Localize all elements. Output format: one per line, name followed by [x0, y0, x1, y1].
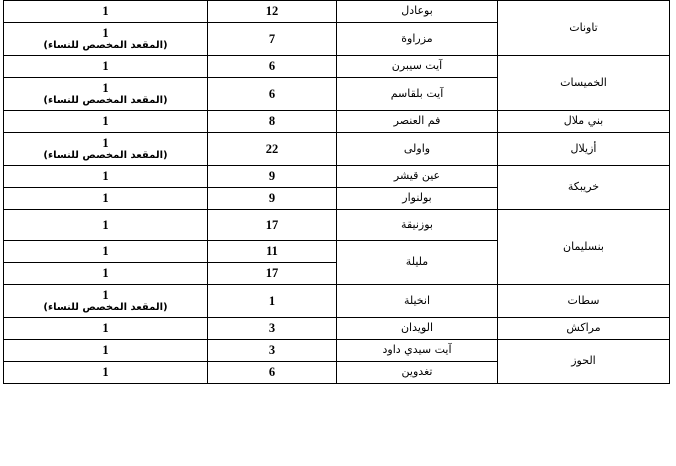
- province-cell: خريبكة: [498, 166, 670, 210]
- number-cell: 11: [208, 241, 337, 263]
- number-cell: 9: [208, 166, 337, 188]
- province-cell: الحوز: [498, 340, 670, 384]
- number-cell: 17: [208, 263, 337, 285]
- seats-cell: [4, 23, 208, 56]
- commune-cell: فم العنصر: [337, 111, 498, 133]
- commune-cell: الويدان: [337, 318, 498, 340]
- seats-cell: [4, 1, 208, 23]
- commune-cell: واولى: [337, 133, 498, 166]
- seats-cell: [4, 362, 208, 384]
- table-row: [4, 285, 670, 318]
- commune-cell: بوزنيقة: [337, 210, 498, 241]
- commune-cell: مزراوة: [337, 23, 498, 56]
- province-cell: بنسليمان: [498, 210, 670, 285]
- seats-cell: [4, 210, 208, 241]
- province-cell: تاونات: [498, 1, 670, 56]
- seats-count: 1: [102, 26, 109, 41]
- number-cell: 8: [208, 111, 337, 133]
- commune-cell: بوعادل: [337, 1, 498, 23]
- province-cell: سطات: [498, 285, 670, 318]
- commune-cell: آيت سيبرن: [337, 56, 498, 78]
- table-row: [4, 318, 670, 340]
- women-seat-note: (المقعد المخصص للنساء): [43, 40, 168, 52]
- seats-count: 1: [102, 114, 109, 129]
- number-cell: 6: [208, 78, 337, 111]
- commune-cell: آيت بلقاسم: [337, 78, 498, 111]
- table-row: [4, 210, 670, 241]
- seats-count: 1: [102, 136, 109, 151]
- commune-cell: آيت سيدي داود: [337, 340, 498, 362]
- table-row: [4, 1, 670, 23]
- province-cell: الخميسات: [498, 56, 670, 111]
- seats-count: 1: [102, 343, 109, 358]
- number-cell: 12: [208, 1, 337, 23]
- seats-count: 1: [102, 365, 109, 380]
- seats-count: 1: [102, 169, 109, 184]
- commune-cell: مليلة: [337, 241, 498, 285]
- number-cell: 17: [208, 210, 337, 241]
- table-row: [4, 133, 670, 166]
- seats-count: 1: [102, 191, 109, 206]
- number-cell: 6: [208, 56, 337, 78]
- seats-cell: [4, 56, 208, 78]
- seats-count: 1: [102, 59, 109, 74]
- commune-cell: انخيلة: [337, 285, 498, 318]
- seats-cell: [4, 263, 208, 285]
- number-cell: 6: [208, 362, 337, 384]
- seats-cell: [4, 166, 208, 188]
- commune-cell: تغدوين: [337, 362, 498, 384]
- seats-count: 1: [102, 288, 109, 303]
- women-seat-note: (المقعد المخصص للنساء): [43, 95, 168, 107]
- seats-cell: [4, 340, 208, 362]
- seats-count: 1: [102, 266, 109, 281]
- number-cell: 3: [208, 340, 337, 362]
- seats-count: 1: [102, 321, 109, 336]
- women-seat-note: (المقعد المخصص للنساء): [43, 302, 168, 314]
- commune-cell: بولنوار: [337, 188, 498, 210]
- seats-cell: [4, 318, 208, 340]
- seats-count: 1: [102, 244, 109, 259]
- table-row: [4, 166, 670, 188]
- number-cell: 9: [208, 188, 337, 210]
- commune-cell: عين قيشر: [337, 166, 498, 188]
- number-cell: 1: [208, 285, 337, 318]
- number-cell: 3: [208, 318, 337, 340]
- number-cell: 7: [208, 23, 337, 56]
- province-cell: أزيلال: [498, 133, 670, 166]
- number-cell: 22: [208, 133, 337, 166]
- province-cell: بني ملال: [498, 111, 670, 133]
- seats-cell: [4, 111, 208, 133]
- women-seat-note: (المقعد المخصص للنساء): [43, 150, 168, 162]
- seats-cell: [4, 285, 208, 318]
- seats-count: 1: [102, 81, 109, 96]
- seats-count: 1: [102, 4, 109, 19]
- seats-count: 1: [102, 217, 109, 232]
- elections-table: [3, 0, 670, 384]
- seats-cell: [4, 188, 208, 210]
- table-row: [4, 56, 670, 78]
- seats-cell: [4, 78, 208, 111]
- table-row: [4, 340, 670, 362]
- seats-cell: [4, 241, 208, 263]
- table-row: [4, 111, 670, 133]
- province-cell: مراكش: [498, 318, 670, 340]
- seats-cell: [4, 133, 208, 166]
